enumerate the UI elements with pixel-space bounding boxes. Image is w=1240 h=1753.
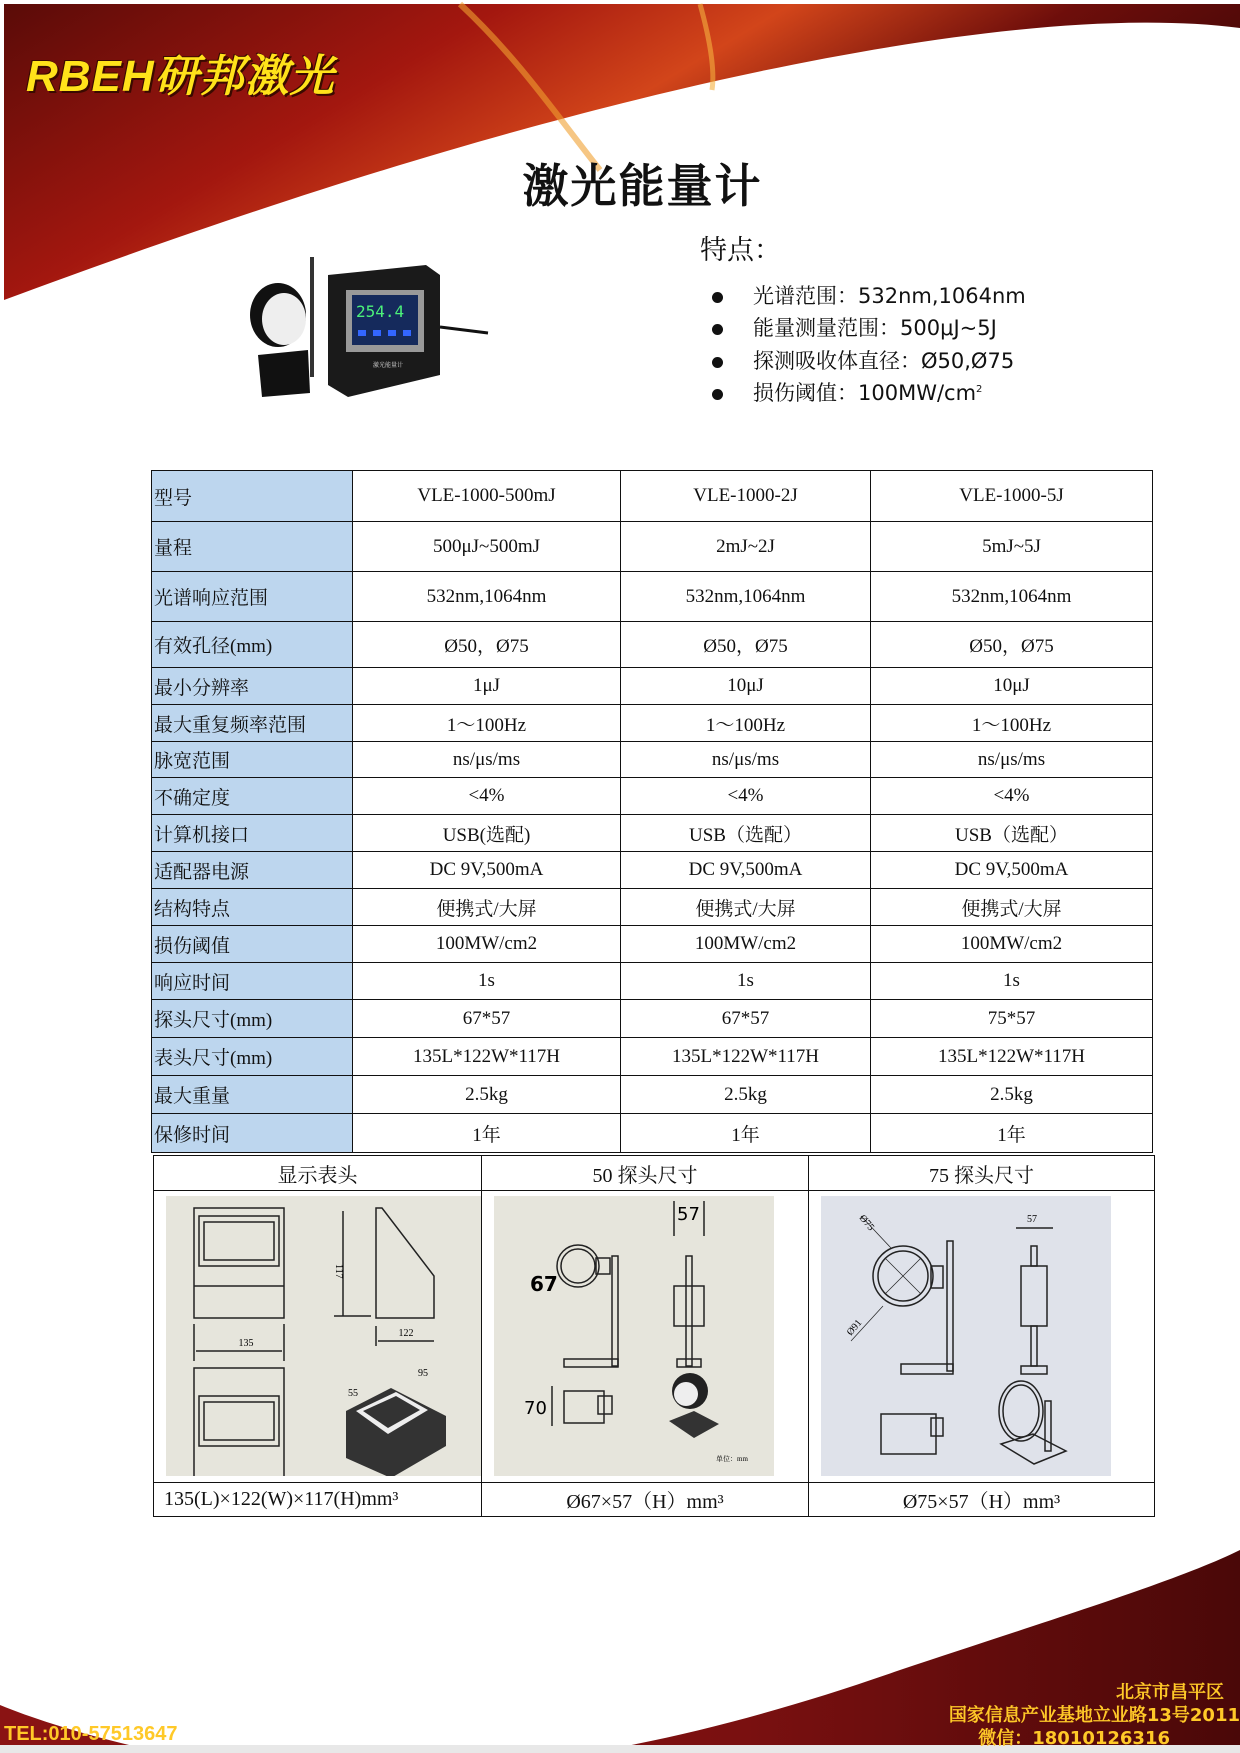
spec-label: 结构特点 [152,889,353,926]
spec-value: 532nm,1064nm [621,572,871,622]
page-title: 激光能量计 [522,159,763,213]
dimensions-table [153,1155,1155,1517]
spec-row [152,471,1153,522]
svg-text:117: 117 [333,1264,344,1279]
svg-text:122: 122 [398,1328,414,1339]
spec-label: 有效孔径(mm) [152,622,353,668]
spec-value: 100MW/cm2 [621,926,871,963]
spec-label: 表头尺寸(mm) [152,1038,353,1076]
spec-value: VLE-1000-5J [871,471,1153,522]
spec-label: 损伤阈值 [152,926,353,963]
spec-value: <4% [353,778,621,815]
spec-value: 便携式/大屏 [353,889,621,926]
spec-value: 532nm,1064nm [353,572,621,622]
bullet-icon [712,389,723,400]
spec-row [152,778,1153,815]
spec-label: 最大重复频率范围 [152,705,353,742]
svg-text:单位：mm: 单位：mm [716,1455,748,1463]
spec-value: 2.5kg [871,1076,1153,1114]
spec-label: 型号 [152,471,353,522]
spec-value: 1年 [353,1114,621,1153]
spec-row [152,622,1153,668]
probe50-drawing-cell [482,1191,809,1483]
svg-text:Ø91: Ø91 [844,1317,865,1338]
spec-row [152,815,1153,852]
probe75-drawing-cell [809,1191,1155,1483]
spec-value: 67*57 [353,1000,621,1038]
probe50-dimension-drawing [494,1196,774,1476]
spec-row [152,1114,1153,1153]
svg-text:67: 67 [530,1272,558,1296]
spec-row [152,1076,1153,1114]
footer-address-1: 北京市昌平区 [1116,1682,1224,1703]
feature-item: 探测吸收体直径：Ø50,Ø75 [712,345,1014,375]
spec-table [151,470,1153,1153]
bullet-icon [712,292,723,303]
spec-label: 光谱响应范围 [152,572,353,622]
spec-row [152,1000,1153,1038]
spec-value: 1s [871,963,1153,1000]
svg-text:Ø75: Ø75 [856,1212,877,1234]
dims-header: 50 探头尺寸 [482,1156,809,1191]
spec-label: 探头尺寸(mm) [152,1000,353,1038]
spec-row [152,572,1153,622]
spec-value: 1s [353,963,621,1000]
spec-label: 适配器电源 [152,852,353,889]
spec-value: 100MW/cm2 [871,926,1153,963]
spec-value: 10μJ [871,668,1153,705]
svg-text:135: 135 [238,1338,254,1349]
spec-value: 1～100Hz [871,705,1153,742]
svg-text:70: 70 [524,1398,547,1419]
spec-value: VLE-1000-500mJ [353,471,621,522]
spec-value: 1～100Hz [621,705,871,742]
spec-row [152,522,1153,572]
spec-value: <4% [871,778,1153,815]
spec-value: USB（选配） [871,815,1153,852]
dims-header: 显示表头 [154,1156,482,1191]
spec-value: USB(选配) [353,815,621,852]
bullet-icon [712,357,723,368]
dims-header: 75 探头尺寸 [809,1156,1155,1191]
svg-text:95: 95 [418,1368,428,1379]
spec-value: 1年 [871,1114,1153,1153]
bullet-icon [712,324,723,335]
spec-value: 67*57 [621,1000,871,1038]
spec-value: 1μJ [353,668,621,705]
spec-label: 量程 [152,522,353,572]
spec-value: DC 9V,500mA [621,852,871,889]
feature-item: 损伤阈值：$100MW/cm^2$ [712,377,982,407]
spec-value: USB（选配） [621,815,871,852]
spec-label: 不确定度 [152,778,353,815]
footer-address-2: 国家信息产业基地立业路13号2011 [948,1705,1240,1726]
spec-row [152,742,1153,778]
spec-value: ns/μs/ms [353,742,621,778]
spec-value: 1～100Hz [353,705,621,742]
spec-row [152,705,1153,742]
svg-text:57: 57 [1027,1214,1037,1225]
footer-phone: TEL:010-57513647 [4,1723,178,1745]
spec-value: Ø50，Ø75 [353,622,621,668]
svg-text:55: 55 [348,1388,358,1399]
spec-value: 1s [621,963,871,1000]
spec-value: 2mJ~2J [621,522,871,572]
spec-value: 2.5kg [621,1076,871,1114]
spec-value: 135L*122W*117H [871,1038,1153,1076]
meter-dimension-drawing [166,1196,481,1476]
meter-drawing-cell [154,1191,482,1483]
spec-value: 便携式/大屏 [621,889,871,926]
spec-value: ns/μs/ms [871,742,1153,778]
spec-label: 脉宽范围 [152,742,353,778]
spec-value: ns/μs/ms [621,742,871,778]
spec-value: 便携式/大屏 [871,889,1153,926]
spec-row [152,852,1153,889]
spec-row [152,668,1153,705]
spec-label: 计算机接口 [152,815,353,852]
spec-row [152,1038,1153,1076]
spec-value: 10μJ [621,668,871,705]
device-photo [248,255,493,400]
dims-footer: Ø67×57（H）mm³ [482,1483,809,1517]
spec-row [152,889,1153,926]
spec-value: 2.5kg [353,1076,621,1114]
spec-label: 响应时间 [152,963,353,1000]
spec-label: 最小分辨率 [152,668,353,705]
spec-value: DC 9V,500mA [353,852,621,889]
footer-wechat: 微信：18010126316 [978,1728,1170,1749]
dims-footer: Ø75×57（H）mm³ [809,1483,1155,1517]
feature-item: 光谱范围：532nm,1064nm [712,280,1026,310]
spec-value: 5mJ~5J [871,522,1153,572]
spec-value: 1年 [621,1114,871,1153]
spec-value: Ø50，Ø75 [621,622,871,668]
spec-value: DC 9V,500mA [871,852,1153,889]
spec-value: VLE-1000-2J [621,471,871,522]
probe75-dimension-drawing [821,1196,1111,1476]
spec-value: 75*57 [871,1000,1153,1038]
spec-label: 保修时间 [152,1114,353,1153]
svg-text:57: 57 [677,1204,700,1225]
spec-value: 135L*122W*117H [353,1038,621,1076]
spec-value: 135L*122W*117H [621,1038,871,1076]
device-label: 激光能量计 [373,363,404,369]
spec-row [152,926,1153,963]
spec-label: 最大重量 [152,1076,353,1114]
feature-item: 能量测量范围：500μJ~5J [712,312,997,342]
features-heading: 特点： [700,235,781,266]
spec-value: 100MW/cm2 [353,926,621,963]
spec-value: 500μJ~500mJ [353,522,621,572]
dims-footer: 135(L)×122(W)×117(H)mm³ [154,1483,482,1517]
device-reading: 254.4 [356,302,405,321]
brand-logo: RBEH研邦激光 [26,52,335,101]
spec-value: Ø50，Ø75 [871,622,1153,668]
spec-row [152,963,1153,1000]
spec-value: <4% [621,778,871,815]
spec-value: 532nm,1064nm [871,572,1153,622]
